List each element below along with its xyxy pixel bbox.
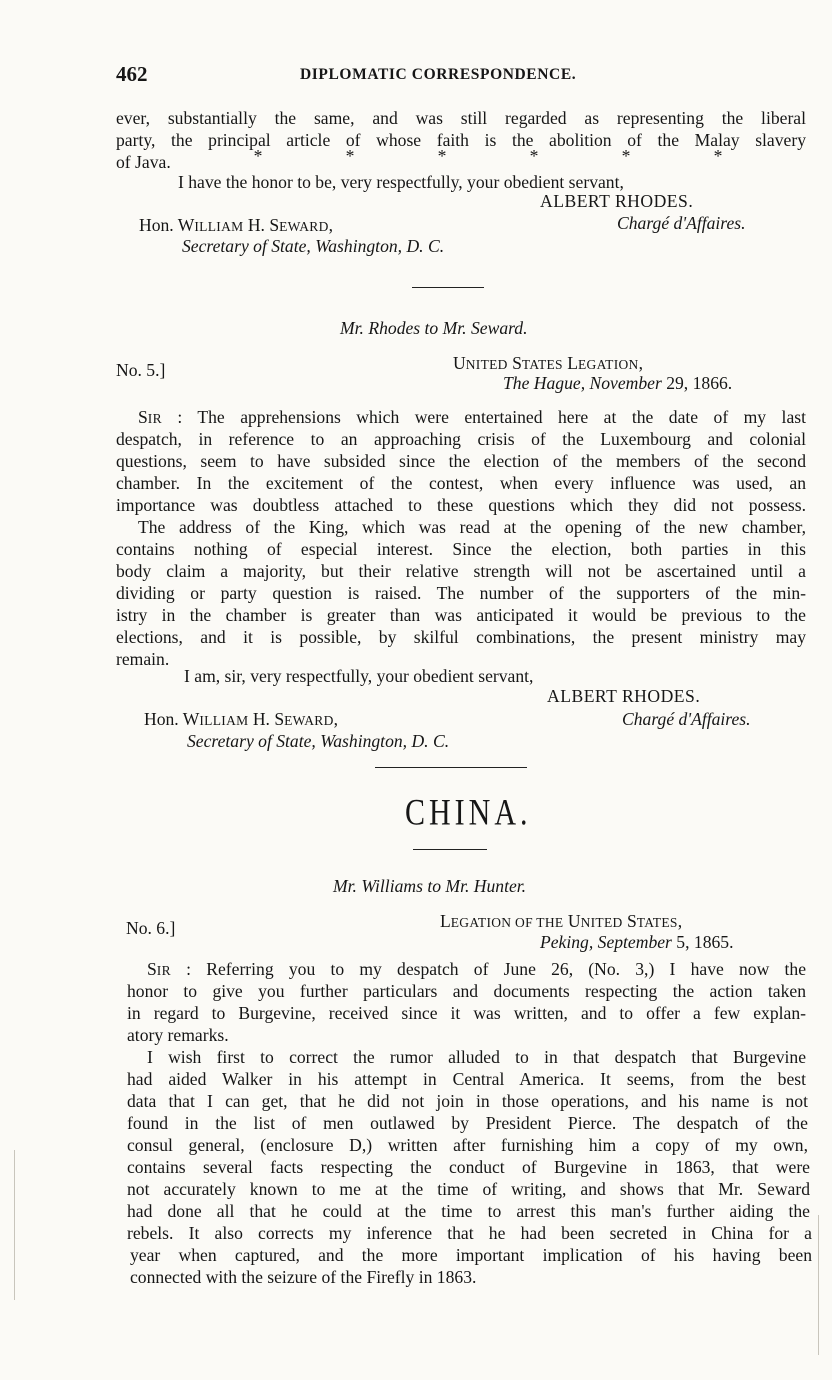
legation-smallcaps: NITED <box>580 915 623 930</box>
place-date <box>503 373 732 394</box>
text-line: chamber. In the excitement of the contest, when every influence was used, an <box>116 473 806 493</box>
separator-rule <box>375 767 527 768</box>
text-line: atory remarks. <box>127 1025 229 1045</box>
text-line: contains several facts respecting the conduct of Burgevine in 1863, that were <box>127 1157 810 1177</box>
addressee <box>144 709 338 730</box>
place-date <box>540 932 733 953</box>
legation-initial: S <box>626 911 637 931</box>
text-line: questions, seem to have subsided since the election of the members of the second <box>116 451 806 471</box>
star: * <box>529 146 539 166</box>
text-fragment: The apprehensions which were entertained here at the date of my last <box>197 407 806 427</box>
separator-rule <box>413 849 487 850</box>
addressee-initial: S <box>269 215 280 235</box>
closing-line: I am, sir, very respectfully, your obedient servant, <box>184 666 534 686</box>
star: * <box>253 146 263 166</box>
text-line: istry in the chamber is greater than was anticipated it would be previous to the <box>116 605 806 625</box>
legation-end: , <box>638 353 643 373</box>
text-line: in regard to Burgevine, received since it was written, and to offer a few explan- <box>127 1003 806 1023</box>
letter-heading: Mr. Williams to Mr. Hunter. <box>333 876 527 896</box>
text-line: had aided Walker in his attempt in Central America. It seems, from the best <box>127 1069 806 1089</box>
addressee-smallcaps: EWARD <box>279 219 329 234</box>
addressee-prefix: Hon. <box>139 215 178 235</box>
addressee-middle: H. <box>243 215 270 235</box>
despatch-number: No. 6.] <box>126 918 176 938</box>
page-number: 462 <box>116 62 148 86</box>
running-title: DIPLOMATIC CORRESPONDENCE. <box>300 66 577 83</box>
legation-initial: L <box>567 353 578 373</box>
legation-smallcaps: EGATION OF THE <box>450 915 564 930</box>
salutation-colon: : <box>170 959 192 979</box>
place-date-plain: 29, 1866. <box>661 373 733 393</box>
signature: ALBERT RHODES. <box>540 191 694 211</box>
legation-smallcaps: TATES <box>521 357 563 372</box>
text-line <box>138 406 806 430</box>
addressee-initial: S <box>274 709 285 729</box>
text-line: body claim a majority, but their relative strength will not be ascertained until a <box>116 561 806 581</box>
signature: ALBERT RHODES. <box>547 686 701 706</box>
salutation-initial: S <box>147 959 157 979</box>
text-line: I wish first to correct the rumor alluded to in that despatch that Burgevine <box>147 1047 806 1067</box>
text-line <box>147 958 806 982</box>
star: * <box>621 146 631 166</box>
legation-line <box>440 911 682 932</box>
section-title: CHINA. <box>405 792 532 834</box>
place-date-italic: Peking, September <box>540 932 672 952</box>
signature-title: Chargé d'Affaires. <box>622 709 751 729</box>
addressee-end: , <box>328 215 334 235</box>
salutation-colon: : <box>161 407 183 427</box>
scan-edge-left <box>14 1150 15 1300</box>
text-line: had done all that he could at the time to arrest this man's further aiding the <box>127 1201 810 1221</box>
despatch-number: No. 5.] <box>116 360 166 380</box>
signature-title: Chargé d'Affaires. <box>617 213 746 233</box>
text-fragment: Referring you to my despatch of June 26, (No. 3,) I have now the <box>206 959 807 979</box>
text-line <box>116 146 806 173</box>
text-line: year when captured, and the more important implication of his having been <box>130 1245 812 1265</box>
star: * <box>713 146 723 166</box>
addressee-initial: W <box>177 215 195 235</box>
place-date-plain: 5, 1865. <box>671 932 734 952</box>
ellipsis-stars <box>212 145 764 167</box>
salutation-smallcaps: IR <box>156 963 171 978</box>
legation-smallcaps: TATES <box>636 915 678 930</box>
legation-initial: L <box>440 911 451 931</box>
text-line: party, the principal article of whose faith is the abolition of the Malay slavery <box>116 130 806 150</box>
addressee-end: , <box>333 709 339 729</box>
text-line: importance was doubtless attached to these questions which they did not possess. <box>116 495 806 515</box>
addressee <box>139 215 333 236</box>
text-line: The address of the King, which was read at the opening of the new chamber, <box>138 517 806 537</box>
text-line: rebels. It also corrects my inference that he had been secreted in China for a <box>127 1223 812 1243</box>
salutation-initial: S <box>138 407 148 427</box>
star: * <box>437 146 447 166</box>
addressee-smallcaps: ILLIAM <box>194 219 244 234</box>
legation-initial: S <box>512 353 522 373</box>
star: * <box>345 146 355 166</box>
legation-line <box>453 353 643 374</box>
separator-rule <box>412 287 484 288</box>
addressee-title: Secretary of State, Washington, D. C. <box>187 731 450 751</box>
text-fragment: of Java. <box>116 152 171 172</box>
text-line: elections, and it is possible, by skilful combinations, the present ministry may <box>116 627 806 647</box>
text-line: remain. <box>116 649 170 669</box>
place-date-italic: The Hague, November <box>503 373 662 393</box>
legation-initial: U <box>453 353 466 373</box>
legation-smallcaps: NITED <box>465 357 508 372</box>
addressee-middle: H. <box>248 709 275 729</box>
text-line: ever, substantially the same, and was still regarded as representing the liberal <box>116 108 806 128</box>
addressee-prefix: Hon. <box>144 709 183 729</box>
text-line: consul general, (enclosure D,) written after furnishing him a copy of my own, <box>127 1135 808 1155</box>
text-line: despatch, in reference to an approaching crisis of the Luxembourg and colonial <box>116 429 806 449</box>
addressee-title: Secretary of State, Washington, D. C. <box>182 236 445 256</box>
text-line: dividing or party question is raised. The number of the supporters of the min- <box>116 583 806 603</box>
addressee-smallcaps: EWARD <box>284 713 334 728</box>
salutation-smallcaps: IR <box>147 411 162 426</box>
addressee-smallcaps: ILLIAM <box>199 713 249 728</box>
legation-smallcaps: EGATION <box>578 357 639 372</box>
legation-end: , <box>677 911 683 931</box>
addressee-initial: W <box>182 709 200 729</box>
closing-line: I have the honor to be, very respectfully, your obedient servant, <box>178 172 624 192</box>
text-line: not accurately known to me at the time of writing, and shows that Mr. Seward <box>127 1179 810 1199</box>
text-line: found in the list of men outlawed by President Pierce. The despatch of the <box>127 1113 808 1133</box>
text-line: contains nothing of especial interest. Since the election, both parties in this <box>116 539 806 559</box>
text-line: connected with the seizure of the Firefly in 1863. <box>130 1267 477 1287</box>
legation-initial: U <box>567 911 581 931</box>
text-line: data that I can get, that he did not join in those operations, and his name is not <box>127 1091 808 1111</box>
text-line: honor to give you further particulars and documents respecting the action taken <box>127 981 806 1001</box>
letter-heading: Mr. Rhodes to Mr. Seward. <box>340 318 528 338</box>
